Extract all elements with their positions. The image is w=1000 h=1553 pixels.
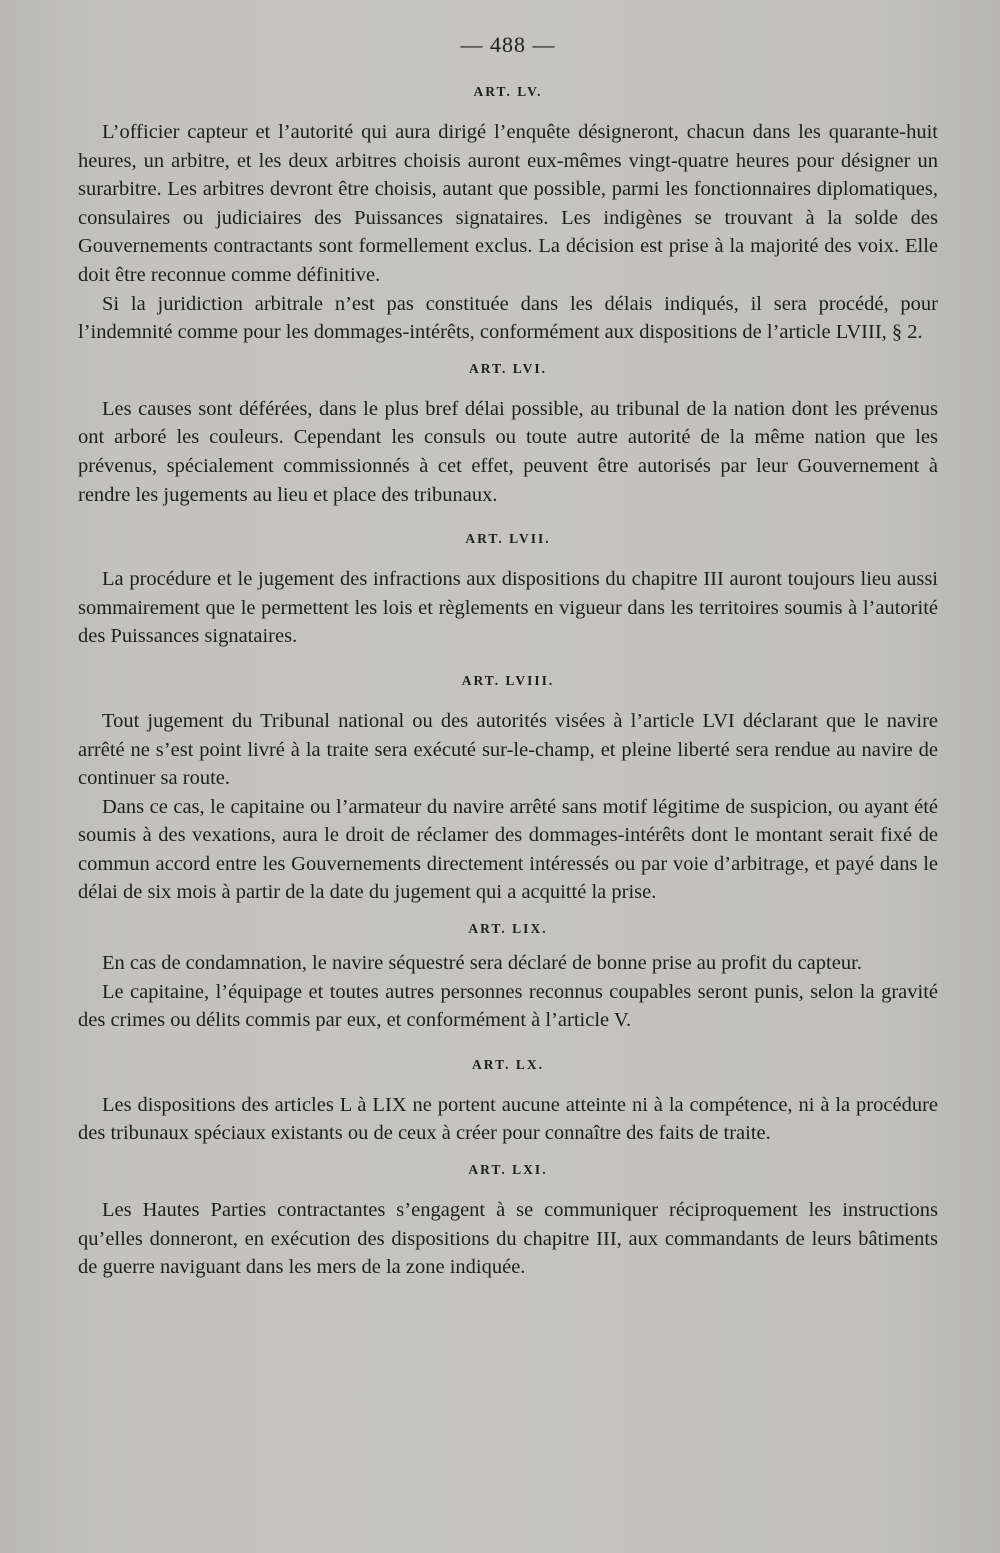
article-heading: ART. LXI. — [468, 1162, 548, 1178]
article-body — [78, 707, 938, 907]
paragraph: La procédure et le jugement des infractions aux dispositions du chapitre III auront toujours lieu aussi sommairement que le permettent les lois et règlements en vigueur dans les territoires soumis à l’autorité des Puissances signataires. — [78, 568, 938, 648]
article-lv — [78, 84, 938, 347]
article-body — [78, 949, 938, 1035]
paragraph: L’officier capteur et l’autorité qui aura dirigé l’enquête désigneront, chacun dans les quarante-huit heures, un arbitre, et les deux arbitres choisis auront eux-mêmes vingt-quatre heures pour désigner un surarbitre. Les arbitres devront être choisis, autant que possible, parmi les fonctionnaires diplomatiques, consulaires ou judiciaires des Puissances signataires. Les indigènes se trouvant à la solde des Gouvernements contractants sont formellement exclus. La décision est prise à la majorité des voix. Elle doit être reconnue comme définitive. — [78, 121, 938, 286]
article-heading: ART. LVII. — [465, 531, 551, 547]
paragraph: Les Hautes Parties contractantes s’engagent à se communiquer réciproquement les instructions qu’elles donneront, en exécution des dispositions du chapitre III, aux commandants de leurs bâtiments de guerre naviguant dans les mers de la zone indiquée. — [78, 1199, 938, 1279]
paragraph: En cas de condamnation, le navire séquestré sera déclaré de bonne prise au profit du capteur. — [102, 952, 862, 975]
paragraph: Les dispositions des articles L à LIX ne portent aucune atteinte ni à la compétence, ni à la procédure des tribunaux spéciaux existants ou de ceux à créer pour connaître des faits de traite. — [78, 1093, 938, 1145]
paragraph: Les causes sont déférées, dans le plus bref délai possible, au tribunal de la nation dont les prévenus ont arboré les couleurs. Cependant les consuls ou toute autre autorité de la même nation que les prévenus, spécialement commissionnés à cet effet, peuvent être autorisés par leur Gouvernement à rendre les jugements au lieu et place des tribunaux. — [78, 397, 938, 506]
article-lxi — [78, 1162, 938, 1282]
article-lix — [78, 921, 938, 1035]
paragraph: Si la juridiction arbitrale n’est pas constituée dans les délais indiqués, il sera procédé, pour l’indemnité comme pour les dommages-intérêts, conformément aux dispositions de l’article LVIII, § 2. — [78, 292, 938, 344]
article-body — [78, 1091, 938, 1148]
paragraph: Dans ce cas, le capitaine ou l’armateur du navire arrêté sans motif légitime de suspicion, ou ayant été soumis à des vexations, aura le droit de réclamer des dommages-intérêts dont le montant serait fixé de commun accord entre les Gouvernements directement intéressés ou par voie d’arbitrage, et payé dans le délai de six mois à partir de la date du jugement qui a acquitté la prise. — [78, 795, 938, 904]
article-lvii — [78, 531, 938, 651]
article-body — [78, 395, 938, 509]
paragraph: Le capitaine, l’équipage et toutes autres personnes reconnus coupables seront punis, selon la gravité des crimes ou délits commis par eux, et conformément à l’article V. — [78, 980, 938, 1032]
page-number: — 488 — — [460, 32, 556, 57]
article-body — [78, 565, 938, 651]
article-heading: ART. LVI. — [469, 360, 547, 376]
article-body — [78, 1196, 938, 1282]
article-lx — [78, 1057, 938, 1148]
article-heading: ART. LX. — [472, 1056, 544, 1072]
article-heading: ART. LVIII. — [461, 672, 555, 688]
article-lvi — [78, 361, 938, 509]
article-lviii — [78, 673, 938, 907]
article-heading: ART. LIX. — [468, 921, 548, 937]
article-heading: ART. LV. — [473, 84, 543, 99]
paragraph: Tout jugement du Tribunal national ou des autorités visées à l’article LVI déclarant que le navire arrêté ne s’est point livré à la traite sera exécuté sur-le-champ, et pleine liberté sera rendue au navire de continuer sa route. — [78, 709, 938, 790]
article-body — [78, 118, 938, 347]
